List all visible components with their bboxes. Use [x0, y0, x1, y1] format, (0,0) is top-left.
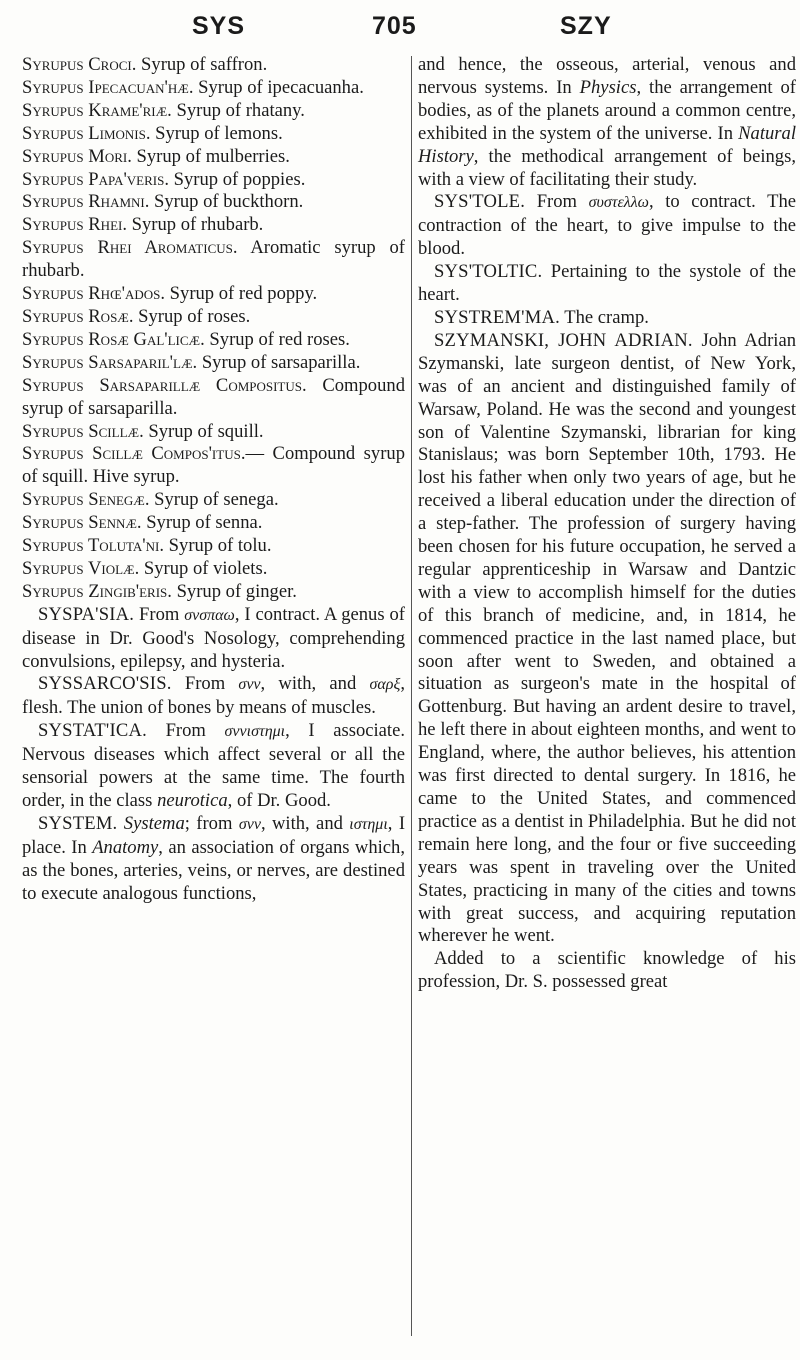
entry-headword: Syrupus Sarsaparil'læ.: [22, 351, 198, 373]
header-right-guide-word: SZY: [560, 12, 612, 40]
entry-definition: Syrup of squill.: [143, 420, 264, 442]
entry-systremma: SYSTREM'MA. The cramp.: [434, 306, 649, 328]
entry-headword: Syrupus Rhei.: [22, 214, 127, 236]
entry-headword: Syrupus Scillæ.: [22, 420, 144, 442]
syrupus-entry: [22, 535, 405, 558]
entry-definition: Syrup of violets.: [139, 557, 268, 579]
page-number: 705: [372, 12, 417, 40]
syrupus-entry: [22, 352, 405, 375]
entry-szymanski: SZYMANSKI, JOHN ADRIAN. John Adrian Szymanski, late surgeon dentist, of New York, was of an ancient and distinguished family of Warsaw, Poland. He was the second and youngest son of Valentine Szymanski, librarian for king Stanislaus; was born September 10th, 1793. He lost his father when only two years of age, but he received a liberal education under the direction of a step-father. The profession of surgery having been chosen for his future occupation, he served a regular apprenticeship in Warsaw and Dantzic with a view to accomplish himself for the duties of this branch of medicine, and, in 1814, he commenced practice in the last named place, but soon after went to Sweden, and obtained a situation as surgeon's mate in the hospital of Gottenburg. But having an ardent desire to travel, he left there in about eighteen months, and went to England, where, the author believes, his attention was first directed to dental surgery. In 1816, he came to the United States, and commenced practice as a dentist in Philadelphia. But he did not remain here long, and the four or five succeeding years was spent in traveling over the United States, practicing in many of the cities and towns with great success, and acquiring reputation wherever he went.: [418, 329, 796, 947]
syrupus-entry: [22, 512, 405, 535]
headword: SYS'TOLE.: [434, 191, 526, 213]
entry-headword: Syrupus Rhei Aromaticus.: [22, 237, 238, 259]
greek-etymon: σννιστημι: [224, 723, 286, 741]
syrupus-entry: [22, 306, 405, 329]
entry-definition: Syrup of saffron.: [136, 54, 268, 75]
entry-definition: Syrup of tolu.: [164, 535, 272, 557]
entry-headword: Syrupus Rhamni.: [22, 191, 150, 213]
syrupus-entry: [22, 421, 405, 444]
headword: SYSSARCO'SIS.: [38, 673, 172, 695]
syrupus-entry: [22, 191, 405, 214]
syrupus-entry: [22, 100, 405, 123]
greek-etymon: σαρξ: [369, 676, 401, 694]
entry-definition: Syrup of mulberries.: [131, 145, 290, 167]
greek-etymon: σνν: [238, 676, 261, 694]
column-divider: [411, 56, 412, 1336]
syrupus-entry: [22, 54, 405, 77]
headword: SYSTREM'MA.: [434, 306, 560, 328]
entry-systoltic: SYS'TOLTIC. Pertaining to the systole of the heart.: [418, 261, 796, 306]
greek-etymon: συστελλω: [588, 194, 649, 212]
entry-szymanski-paragraph-2: Added to a scientific knowledge of his profession, Dr. S. possessed great: [418, 948, 796, 993]
entry-system: SYSTEM. Systema; from σνν, with, and ιστημι, I place. In Anatomy, an association of organs which, as the bones, arteries, veins, or nerves, are destined to execute analogous functions,: [22, 812, 406, 904]
entry-definition: Syrup of senna.: [141, 512, 263, 534]
entry-syssarcosis: SYSSARCO'SIS. From σνν, with, and σαρξ, flesh. The union of bones by means of muscles.: [22, 673, 405, 719]
entry-syspasia: SYSPA'SIA. From σνσπαω, I contract. A genus of disease in Dr. Good's Nosology, comprehending convulsions, epilepsy, and hysteria.: [22, 603, 405, 672]
entry-headword: Syrupus Papa'veris.: [22, 168, 169, 190]
entry-definition: Syrup of rhubarb.: [127, 214, 264, 236]
entry-headword: Syrupus Mori.: [22, 145, 132, 167]
entry-definition: Syrup of red poppy.: [165, 283, 318, 305]
syrupus-entry: [22, 375, 405, 421]
right-column: [418, 54, 796, 994]
syrupus-entry: [22, 123, 405, 146]
entry-definition: Syrup of poppies.: [169, 168, 306, 190]
entry-headword: Syrupus Rosæ.: [22, 305, 134, 327]
syrupus-entry: [22, 329, 405, 352]
entry-definition: Compound syrup of sarsaparilla.: [22, 374, 405, 419]
greek-etymon: σνν: [238, 815, 261, 833]
entry-system-continued: and hence, the osseous, arterial, venous and nervous systems. In Physics, the arrangement of bodies, as of the planets around a common centre, exhibited in the system of the universe. In Natural History, the methodical arrangement of beings, with a view of facilitating their study.: [418, 54, 796, 190]
running-header: [0, 12, 800, 52]
entry-definition: Syrup of lemons.: [150, 122, 283, 144]
entry-headword: Syrupus Krame'riæ.: [22, 99, 172, 121]
entry-definition: Syrup of buckthorn.: [149, 191, 304, 213]
entry-headword: Syrupus Senegæ.: [22, 489, 150, 511]
syrupus-entry: [22, 169, 405, 192]
syrupus-entry: [22, 214, 405, 237]
entry-headword: Syrupus Sennæ.: [22, 512, 142, 534]
entry-headword: Syrupus Croci.: [22, 54, 137, 75]
syrupus-entry: [22, 146, 405, 169]
headword: SYSPA'SIA.: [38, 603, 135, 625]
entry-definition: Syrup of sarsaparilla.: [197, 351, 361, 373]
entry-headword: Syrupus Toluta'ni.: [22, 535, 165, 557]
entry-definition: Syrup of red roses.: [204, 328, 350, 350]
entry-headword: Syrupus Zingib'eris.: [22, 580, 172, 602]
headword: SYS'TOLTIC.: [434, 261, 543, 283]
entry-headword: Syrupus Rosæ Gal'licæ.: [22, 328, 205, 350]
headword: SYSTEM.: [38, 812, 118, 834]
syrupus-entries: [22, 54, 405, 604]
greek-etymon: ιστημι: [349, 815, 388, 833]
entry-definition: Syrup of ipecacuanha.: [193, 76, 364, 98]
greek-etymon: σνσπαω: [184, 606, 235, 624]
entry-headword: Syrupus Ipecacuan'hæ.: [22, 76, 194, 98]
entry-headword: Syrupus Violæ.: [22, 557, 140, 579]
syrupus-entry: [22, 489, 405, 512]
syrupus-entry: [22, 443, 405, 489]
entry-definition: Syrup of senega.: [149, 489, 279, 511]
entry-headword: Syrupus Scillæ Compos'itus.: [22, 443, 246, 465]
entry-systatica: SYSTAT'ICA. From σννιστημι, I associate. Nervous diseases which affect several or all the sensorial powers at the same time. The fourth order, in the class neurotica, of Dr. Good.: [22, 720, 405, 811]
entry-headword: Syrupus Limonis.: [22, 122, 151, 144]
entry-systole: SYS'TOLE. From συστελλω, to contract. The contraction of the heart, to give impulse to the blood.: [418, 191, 797, 260]
entry-definition: Syrup of rhatany.: [171, 99, 305, 121]
headword: SZYMANSKI, JOHN ADRIAN.: [434, 329, 693, 351]
syrupus-entry: [22, 77, 405, 100]
entry-headword: Syrupus Sarsaparillæ Compositus.: [22, 374, 307, 396]
entry-definition: Syrup of roses.: [133, 305, 251, 327]
entry-definition: Syrup of ginger.: [171, 580, 297, 602]
entry-definition: Aromatic syrup of rhubarb.: [22, 237, 405, 282]
header-left-guide-word: SYS: [192, 12, 246, 40]
syrupus-entry: [22, 283, 405, 306]
syrupus-entry: [22, 237, 405, 283]
headword: SYSTAT'ICA.: [38, 720, 147, 742]
syrupus-entry: [22, 581, 405, 604]
left-column: [22, 54, 405, 906]
entry-definition: — Compound syrup of squill. Hive syrup.: [22, 443, 405, 488]
entry-headword: Syrupus Rhœ'ados.: [22, 283, 166, 305]
syrupus-entry: [22, 558, 405, 581]
